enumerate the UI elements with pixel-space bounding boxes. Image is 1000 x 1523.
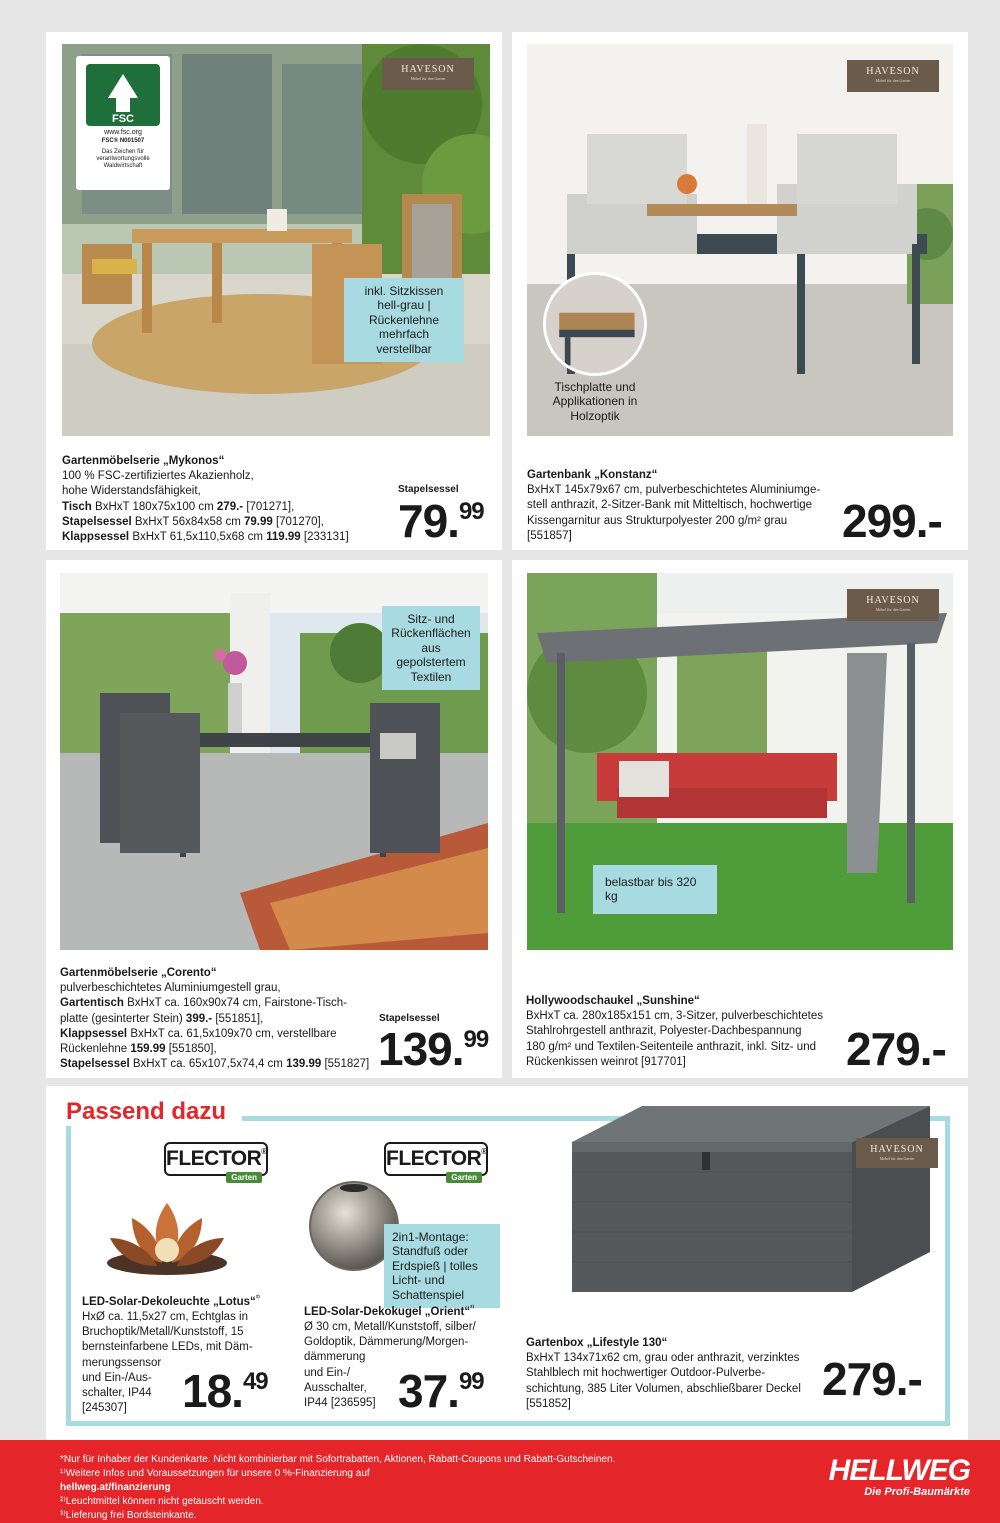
mykonos-photo [62,44,490,436]
footer [0,1440,1000,1523]
gartenbox-image [552,1102,930,1302]
product-title: Gartenmöbelserie „Corento“ [60,967,217,979]
haveson-logo: HAVESON Möbel für den Garten [382,58,474,90]
product-title: Gartenmöbelserie „Mykonos“ [62,455,225,467]
price: 299.- [842,495,942,547]
price-label: Stapelsessel [398,484,459,495]
passend-dazu-section [46,1086,968,1442]
price: 139.99 [378,1023,489,1075]
product-title: Gartenbox „Lifestyle 130“ [526,1337,668,1349]
price: 279.- [822,1353,922,1405]
fsc-badge [76,56,170,190]
konstanz-photo [527,44,953,436]
haveson-logo: HAVESON Möbel für den Garten [847,60,939,92]
footnotes: *Nur für Inhaber der Kundenkarte. Nicht kombinierbar mit Sofortrabatten, Aktionen, Rabatt-Coupons und Rabatt-Gutscheinen. ¹⁾Weitere Infos und Voraussetzungen für unsere 0 %-Finanzierung auf hellweg.at/finanzierung ²⁾Leuchtmittel können nicht getauscht werden. ³⁾Lieferung frei Bordsteinkante. [60,1454,616,1521]
corento-bubble: Sitz- und Rückenflächen aus gepolstertem Textilen [382,606,480,690]
orient-description: LED-Solar-Dekokugel „Orient“$^{^{2)}}$ Ø 30 cm, Metall/Kunststoff, silber/ Goldoptik, Dämmerung/Morgen- dämmerung und Ein-/ Ausschalter, IP44 [236595] [304,1305,476,1409]
product-card-sunshine[interactable] [512,560,968,1078]
product-card-corento[interactable] [46,560,502,1078]
konstanz-inset-caption: Tischplatte und Applikationen in Holzoptik [552,380,638,423]
fsc-tree-icon [86,64,160,126]
price: 18.49 [182,1365,268,1417]
konstanz-description: Gartenbank „Konstanz“ BxHxT 145x79x67 cm, pulverbeschichtetes Aluminiumge- stell anthrazit, 2-Sitzer-Bank mit Mitteltisch, hochwertige Kissengarnitur aus Strukturpolyester 200 g/m² grau [551857] [527,468,837,544]
product-card-konstanz[interactable] [512,32,968,550]
sunshine-bubble: belastbar bis 320 kg [593,865,717,914]
sunshine-description: Hollywoodschaukel „Sunshine“ BxHxT ca. 280x185x151 cm, 3-Sitzer, pulverbeschichtetes Stahlrohrgestell anthrazit, Polyester-Dachbespannung 180 g/m² und Textilen-Seitenteile anthrazit, inkl. Sitz- und Rückenkissen weinrot [917701] [526,994,836,1070]
financing-link[interactable]: hellweg.at/finanzierung [60,1482,171,1493]
lotus-lamp-image [102,1188,232,1278]
mykonos-bubble: inkl. Sitzkissen hell-grau | Rückenlehne mehrfach verstellbar [344,278,464,362]
price: 79.99 [398,495,484,547]
orient-bubble: 2in1-Montage: Standfuß oder Erdspieß | tolles Licht- und Schattenspiel [384,1224,500,1308]
product-title: Gartenbank „Konstanz“ [527,469,658,481]
product-lotus[interactable] [82,1142,312,1422]
flector-logo: FLECTOR® Garten [164,1142,268,1176]
lotus-description: LED-Solar-Dekoleuchte „Lotus“$^{^{2)}}$ HxØ ca. 11,5x27 cm, Echtglas in Bruchoptik/Metall/Kunststoff, 15 bernsteinfarbene LEDs, mit Däm- merungssensor und Ein-/Aus- schalter, IP44 [245307] [82,1295,260,1415]
haveson-logo: HAVESON Möbel für den Garten [847,589,939,621]
fsc-url: www.fsc.org [104,129,142,136]
gartenbox-description: Gartenbox „Lifestyle 130“ BxHxT 134x71x62 cm, grau oder anthrazit, verzinktes Stahlblech mit hochwertiger Outdoor-Pulverbe- schichtung, 385 Liter Volumen, abschließbarer Deckel [551852] [526,1336,816,1412]
fsc-code: FSC® N001507 [101,138,145,144]
price: 37.99 [398,1365,484,1417]
product-card-mykonos[interactable] [46,32,502,550]
mykonos-description: Gartenmöbelserie „Mykonos“ 100 % FSC-zertifiziertes Akazienholz, hohe Widerstandsfähigkeit, Tisch BxHxT 180x75x100 cm 279.- [701271], Stapelsessel BxHxT 56x84x58 cm 79.99 [701270], Klappsessel BxHxT 61,5x110,5x68 cm 119.99 [233131] [62,454,392,545]
haveson-logo: HAVESON Möbel für den Garten [856,1138,938,1168]
konstanz-inset [543,272,647,376]
product-gartenbox[interactable] [516,1100,946,1430]
sunshine-photo [527,573,953,950]
flector-logo: FLECTOR® Garten [384,1142,488,1176]
corento-photo [60,573,488,950]
product-title: Hollywoodschaukel „Sunshine“ [526,995,700,1007]
fsc-claim: Das Zeichen für verantwortungsvolle Waldwirtschaft [96,149,150,170]
price-label: Stapelsessel [379,1013,440,1024]
price: 279.- [846,1023,946,1075]
fsc-logo-text: FSC [112,113,134,125]
section-title: Passend dazu [60,1098,232,1126]
hellweg-logo[interactable]: HELLWEG Die Profi-Baumärkte [828,1454,970,1498]
product-orient[interactable] [302,1142,532,1422]
corento-description: Gartenmöbelserie „Corento“ pulverbeschichtetes Aluminiumgestell grau, Gartentisch BxHxT ca. 160x90x74 cm, Fairstone-Tisch- platte (gesinterter Stein) 399.- [551851], Klappsessel BxHxT ca. 61,5x109x70 cm, verstellbare Rückenlehne 159.99 [551850], Stapelsessel BxHxT ca. 65x107,5x74,4 cm 139.99 [551827] [60,966,380,1072]
